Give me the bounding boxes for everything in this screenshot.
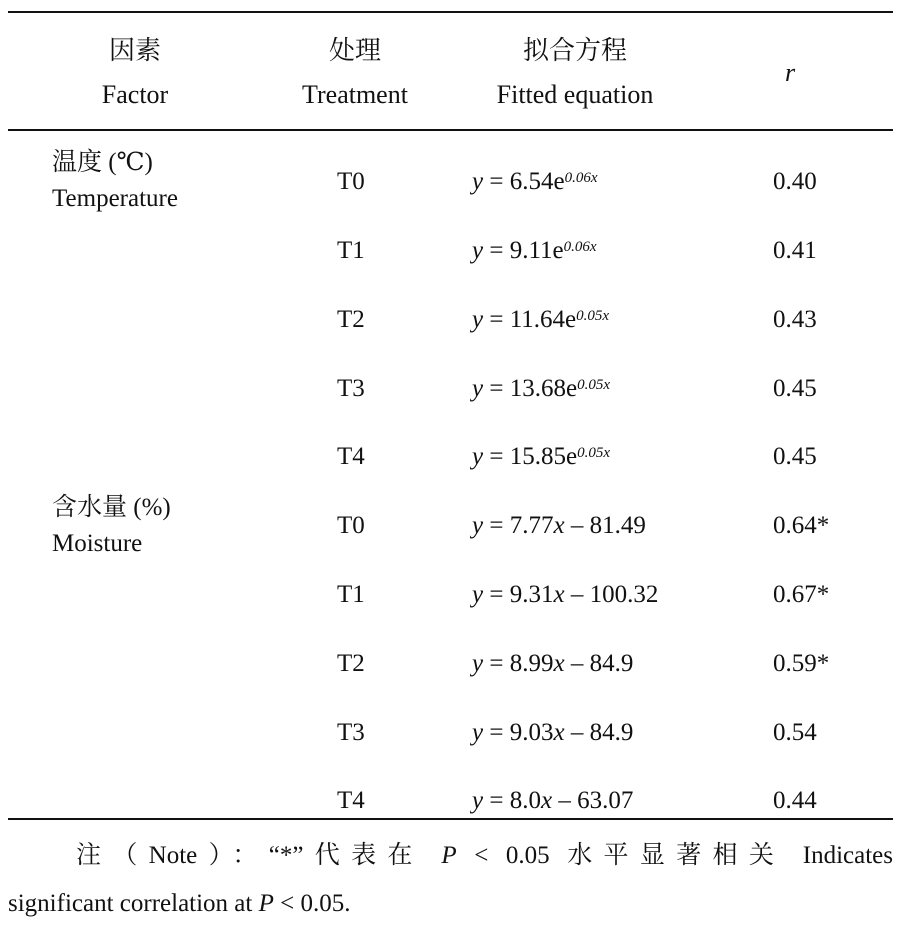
header-factor-cn: 因素 xyxy=(108,36,161,65)
table-row-moist-t0-r: 0.64* xyxy=(773,512,830,539)
factor-temperature-en: Temperature xyxy=(52,185,178,212)
table-row-moist-t0-equation: y = 7.77x – 81.49 xyxy=(472,512,646,539)
table-row-temp-t3-equation: $y = 13.68e^{0.05x}$ xyxy=(472,375,610,402)
table-row-moist-t3-r: 0.54 xyxy=(773,719,817,746)
header-r xyxy=(770,56,810,90)
header-factor-en: Factor xyxy=(101,80,169,109)
table-row-temp-t2-r: 0.43 xyxy=(773,306,817,333)
table-row-temp-t1-equation: $y = 9.11e^{0.06x}$ xyxy=(472,237,597,264)
table-top-rule xyxy=(8,11,893,13)
table-bottom-rule xyxy=(8,818,893,820)
table-row-temp-t2-equation: $y = 11.64e^{0.05x}$ xyxy=(472,306,610,333)
table-note xyxy=(8,832,893,928)
table-row-moist-t1-equation: y = 9.31x – 100.32 xyxy=(472,581,659,608)
header-factor xyxy=(70,34,200,112)
factor-temperature xyxy=(52,147,178,215)
table-row-moist-t3-equation: y = 9.03x – 84.9 xyxy=(472,719,634,746)
table-row-moist-t2-equation: y = 8.99x – 84.9 xyxy=(472,650,634,677)
table-row-moist-t4-equation: y = 8.0x – 63.07 xyxy=(472,787,634,814)
header-equation xyxy=(450,34,700,112)
table-row-temp-t0-treatment: T0 xyxy=(337,168,365,195)
table-row-moist-t0-treatment: T0 xyxy=(337,512,365,539)
table-row-moist-t2-r: 0.59* xyxy=(773,650,830,677)
table-row-moist-t1-r: 0.67* xyxy=(773,581,830,608)
header-r-symbol: r xyxy=(784,58,796,87)
table-row-temp-t3-treatment: T3 xyxy=(337,375,365,402)
table-row-moist-t1-treatment: T1 xyxy=(337,581,365,608)
table-row-temp-t1-r: 0.41 xyxy=(773,237,817,264)
table-row-temp-t3-r: 0.45 xyxy=(773,375,817,402)
header-equation-cn: 拟合方程 xyxy=(522,36,627,65)
table-header-rule xyxy=(8,129,893,131)
table-row-temp-t4-treatment: T4 xyxy=(337,443,365,470)
factor-moisture xyxy=(52,492,171,560)
table-row-temp-t4-equation: $y = 15.85e^{0.05x}$ xyxy=(472,443,610,470)
table-row-moist-t4-treatment: T4 xyxy=(337,787,365,814)
table-row-temp-t4-r: 0.45 xyxy=(773,443,817,470)
factor-temperature-cn: 温度 (℃) xyxy=(52,149,153,176)
factor-moisture-cn: 含水量 (%) xyxy=(52,494,171,521)
header-treatment xyxy=(280,34,430,112)
table-row-moist-t2-treatment: T2 xyxy=(337,650,365,677)
table-row-moist-t3-treatment: T3 xyxy=(337,719,365,746)
table-row-temp-t0-r: 0.40 xyxy=(773,168,817,195)
note-line-2: significant correlation at P < 0.05. xyxy=(8,890,351,917)
header-equation-en: Fitted equation xyxy=(496,80,654,109)
factor-moisture-en: Moisture xyxy=(52,530,143,557)
table-row-temp-t2-treatment: T2 xyxy=(337,306,365,333)
header-treatment-cn: 处理 xyxy=(328,36,381,65)
header-treatment-en: Treatment xyxy=(302,80,408,109)
table-row-moist-t4-r: 0.44 xyxy=(773,787,817,814)
table-row-temp-t1-treatment: T1 xyxy=(337,237,365,264)
note-line-1: 注（Note）：“*”代表在 P < 0.05 水平显著相关 Indicates xyxy=(76,842,893,869)
table-row-temp-t0-equation: $y = 6.54e^{0.06x}$ xyxy=(472,168,598,195)
